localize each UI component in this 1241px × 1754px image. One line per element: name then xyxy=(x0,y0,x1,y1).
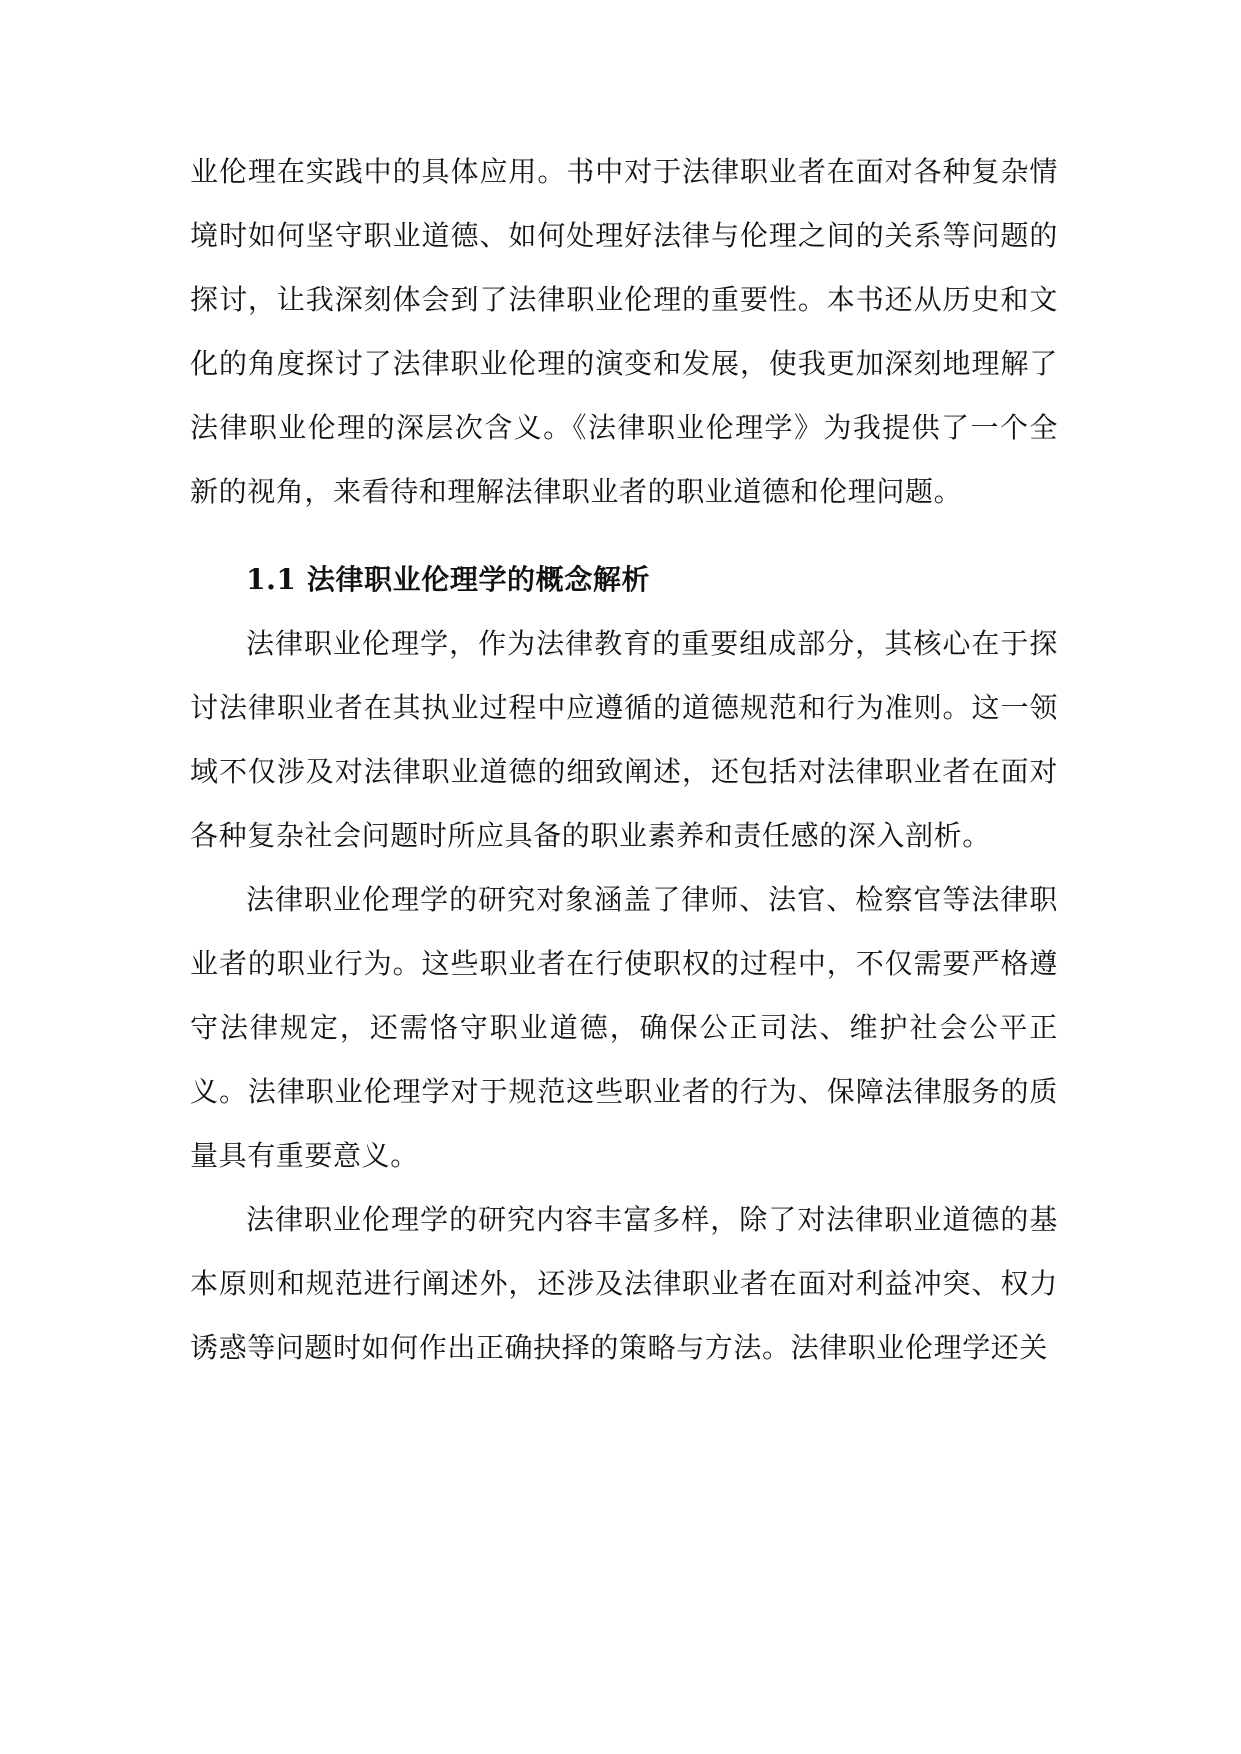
section-heading: 1.1 法律职业伦理学的概念解析 xyxy=(246,563,651,596)
body-paragraph: 法律职业伦理学的研究对象涵盖了律师、法官、检察官等法律职业者的职业行为。这些职业者在行使职权的过程中，不仅需要严格遵守法律规定，还需恪守职业道德，确保公正司法、维护社会公平正义。法律职业伦理学对于规范这些职业者的行为、保障法律服务的质量具有重要意义。 xyxy=(190,883,1058,1172)
document-page xyxy=(190,140,1058,1380)
body-paragraph: 法律职业伦理学，作为法律教育的重要组成部分，其核心在于探讨法律职业者在其执业过程中应遵循的道德规范和行为准则。这一领域不仅涉及对法律职业道德的细致阐述，还包括对法律职业者在面对各种复杂社会问题时所应具备的职业素养和责任感的深入剖析。 xyxy=(190,627,1058,852)
body-paragraph: 业伦理在实践中的具体应用。书中对于法律职业者在面对各种复杂情境时如何坚守职业道德、如何处理好法律与伦理之间的关系等问题的探讨，让我深刻体会到了法律职业伦理的重要性。本书还从历史和文化的角度探讨了法律职业伦理的演变和发展，使我更加深刻地理解了法律职业伦理的深层次含义。《法律职业伦理学》为我提供了一个全新的视角，来看待和理解法律职业者的职业道德和伦理问题。 xyxy=(190,155,1058,508)
body-paragraph: 法律职业伦理学的研究内容丰富多样，除了对法律职业道德的基本原则和规范进行阐述外，还涉及法律职业者在面对利益冲突、权力诱惑等问题时如何作出正确抉择的策略与方法。法律职业伦理学还关 xyxy=(190,1203,1058,1364)
